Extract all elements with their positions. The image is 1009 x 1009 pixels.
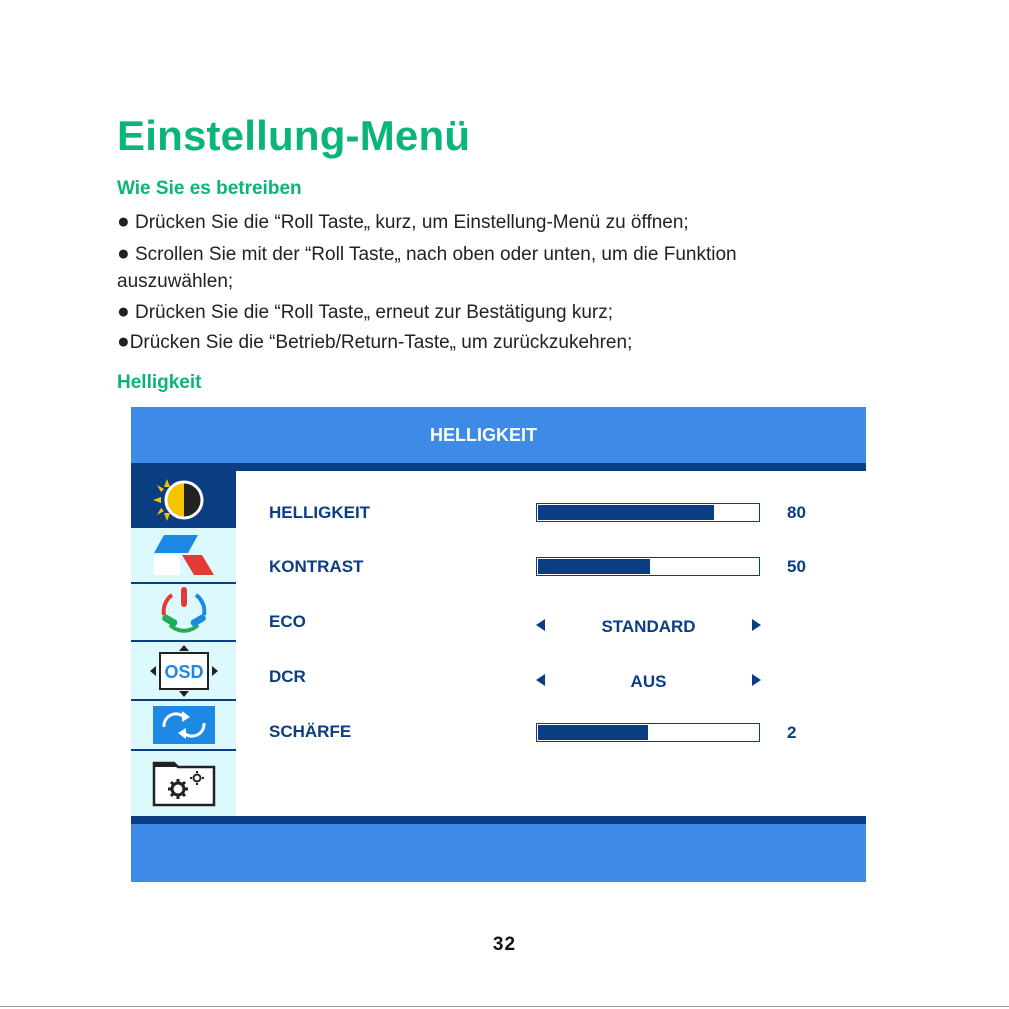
header-divider (131, 463, 866, 471)
kontrast-slider[interactable] (536, 557, 760, 576)
bullet-icon: ● (117, 330, 130, 353)
bottom-rule (0, 1006, 1009, 1007)
bullet-icon: ● (117, 300, 130, 323)
bullet-icon: ● (117, 242, 130, 265)
footer-divider (131, 816, 866, 824)
row-label-kontrast[interactable]: KONTRAST (269, 557, 364, 576)
osd-header (131, 407, 866, 463)
eco-value: STANDARD (601, 617, 696, 636)
osd-footer (131, 824, 866, 882)
slider-fill (538, 505, 714, 520)
row-label-eco[interactable]: ECO (269, 612, 306, 631)
kontrast-value: 50 (787, 557, 806, 576)
row-label-schaerfe[interactable]: SCHÄRFE (269, 722, 352, 741)
page-number: 32 (492, 934, 517, 955)
helligkeit-value: 80 (787, 503, 806, 522)
dcr-value: AUS (630, 672, 667, 691)
osd-icon-text: OSD (163, 661, 204, 682)
instruction-line-4: ●Drücken Sie die “Betrieb/Return-Taste„ um zurückzukehren; (117, 330, 633, 353)
row-label-helligkeit[interactable]: HELLIGKEIT (269, 503, 371, 522)
how-to-heading: Wie Sie es betreiben (117, 178, 302, 199)
color-icon[interactable] (131, 530, 236, 580)
settings-folder-icon[interactable] (131, 751, 236, 811)
osd-position-icon[interactable] (131, 642, 236, 699)
instruction-line-3: ● Drücken Sie die “Roll Taste„ erneut zur Bestätigung kurz; (117, 300, 614, 323)
row-label-dcr[interactable]: DCR (269, 667, 306, 686)
brightness-icon[interactable] (131, 471, 236, 528)
reset-icon[interactable] (131, 701, 236, 749)
eco-selector[interactable] (536, 615, 761, 637)
schaerfe-slider[interactable] (536, 723, 760, 742)
arrow-right-icon[interactable] (752, 674, 761, 686)
rgb-icon[interactable] (131, 584, 236, 638)
osd-header-title: HELLIGKEIT (430, 425, 537, 445)
bullet-icon: ● (117, 210, 130, 233)
arrow-right-icon[interactable] (752, 619, 761, 631)
instruction-line-2: ● Scrollen Sie mit der “Roll Taste„ nach oben oder unten, um die Funktion (117, 242, 737, 265)
schaerfe-value: 2 (787, 723, 797, 742)
page-title: Einstellung-Menü (117, 112, 471, 159)
osd-menu (131, 407, 866, 882)
instruction-line-1: ● Drücken Sie die “Roll Taste„ kurz, um Einstellung-Menü zu öffnen; (117, 210, 689, 233)
dcr-selector[interactable] (536, 670, 761, 692)
helligkeit-slider[interactable] (536, 503, 760, 522)
slider-fill (538, 559, 650, 574)
instruction-line-2-cont: auszuwählen; (117, 271, 234, 292)
slider-fill (538, 725, 648, 740)
section-heading: Helligkeit (117, 372, 202, 393)
